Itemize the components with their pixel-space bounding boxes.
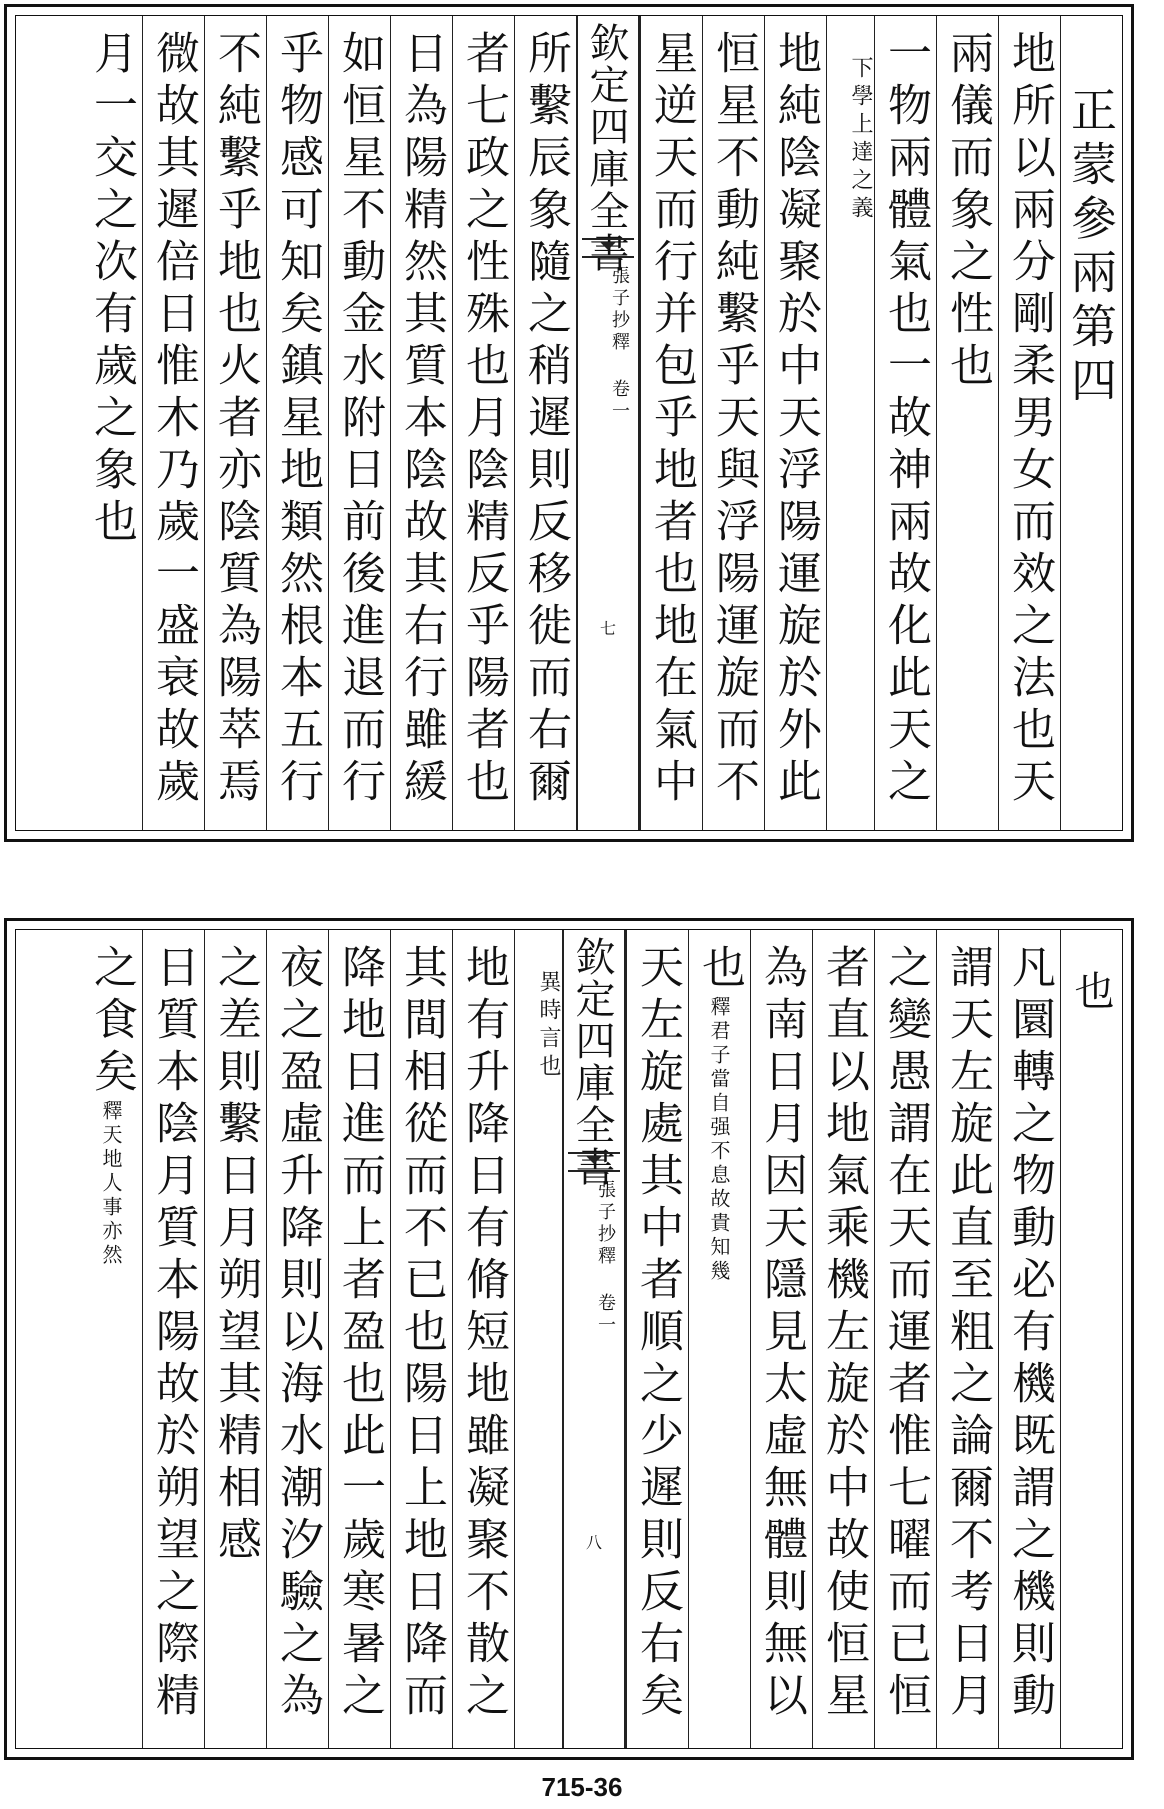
text-column <box>514 930 562 1748</box>
collection-header: 欽定四庫全書 <box>569 936 615 1188</box>
text-column <box>702 16 764 830</box>
text-column <box>626 930 688 1748</box>
column-main-text: 兩儀而象之性也 <box>942 30 993 394</box>
column-main-text: 降地日進而上者盈也此一歲寒暑之 <box>334 944 385 1724</box>
bottom-page <box>4 918 1134 1760</box>
column-main-text: 所繫辰象隨之稍遲則反移徙而右爾 <box>520 30 571 810</box>
column-main-text: 不純繫乎地也火者亦陰質為陽萃焉 <box>210 30 261 810</box>
column-main-text: 者直以地氣乘機左旋於中故使恒星 <box>818 944 869 1724</box>
text-column <box>452 930 514 1748</box>
text-column <box>390 930 452 1748</box>
page-code: 715-36 <box>541 1772 623 1802</box>
text-column <box>80 16 142 830</box>
column-main-text: 異時言也 <box>536 970 561 1082</box>
leaf-number: 八 <box>586 1533 603 1552</box>
column-main-text: 者七政之性殊也月陰精反乎陽者也 <box>458 30 509 810</box>
volume-info: 張子抄釋 卷一 <box>595 1180 616 1337</box>
text-column <box>688 930 750 1748</box>
column-main-text: 為南日月因天隱見太虛無體則無以 <box>756 944 807 1724</box>
column-main-text: 也 <box>1068 970 1114 1018</box>
text-column <box>998 930 1060 1748</box>
column-main-text: 之食矣 <box>86 944 137 1100</box>
column-main-text: 如恒星不動金水附日前後進退而行 <box>334 30 385 810</box>
top-page-columns <box>15 15 1123 831</box>
text-column <box>514 16 576 830</box>
text-column <box>204 930 266 1748</box>
column-main-text: 地純陰凝聚於中天浮陽運旋於外此 <box>770 30 821 810</box>
text-column <box>266 930 328 1748</box>
column-main-text: 恒星不動純繫乎天與浮陽運旋而不 <box>708 30 759 810</box>
text-column <box>998 16 1060 830</box>
column-main-text: 也 <box>694 944 745 996</box>
column-main-text: 下學上達之義 <box>848 56 873 224</box>
text-column <box>142 930 204 1748</box>
text-column <box>874 930 936 1748</box>
text-column <box>266 16 328 830</box>
text-column <box>452 16 514 830</box>
commentary-note: 釋天地人事亦然 <box>99 1100 123 1268</box>
text-column <box>204 16 266 830</box>
text-column <box>936 16 998 830</box>
column-main-text: 日為陽精然其質本陰故其右行雖緩 <box>396 30 447 810</box>
text-column <box>328 16 390 830</box>
column-main-text: 地所以兩分剛柔男女而效之法也天 <box>1004 30 1055 810</box>
text-column <box>328 930 390 1748</box>
chapter-title <box>1060 16 1122 830</box>
column-main-text: 其間相從而不已也陽日上地日降而 <box>396 944 447 1724</box>
column-main-text: 之差則繫日月朔望其精相感 <box>210 944 261 1568</box>
text-column <box>874 16 936 830</box>
column-main-text: 地有升降日有脩短地雖凝聚不散之 <box>458 944 509 1724</box>
column-main-text: 月一交之次有歲之象也 <box>86 30 137 550</box>
column-main-text: 星逆天而行并包乎地者也地在氣中 <box>646 30 697 810</box>
text-column <box>826 16 874 830</box>
volume-info: 張子抄釋 卷一 <box>609 266 630 423</box>
column-main-text: 夜之盈虛升降則以海水潮汐驗之為 <box>272 944 323 1724</box>
fishtail-mark-icon <box>582 238 634 258</box>
center-fold-strip <box>562 930 626 1748</box>
leaf-number: 七 <box>600 619 617 638</box>
text-column <box>80 930 142 1748</box>
text-column <box>936 930 998 1748</box>
column-main-text: 謂天左旋此直至粗之論爾不考日月 <box>942 944 993 1724</box>
center-fold-strip <box>576 16 640 830</box>
text-column <box>812 930 874 1748</box>
commentary-note: 釋君子當自强不息故貴知幾 <box>707 996 731 1284</box>
column-main-text: 天左旋處其中者順之少遲則反右矣 <box>632 944 683 1724</box>
text-column <box>764 16 826 830</box>
text-column <box>640 16 702 830</box>
text-column <box>142 16 204 830</box>
column-main-text: 一物兩體氣也一故神兩故化此天之 <box>880 30 931 810</box>
fishtail-mark-icon <box>568 1152 620 1172</box>
text-column <box>1060 930 1122 1748</box>
bottom-page-columns <box>15 929 1123 1749</box>
collection-header: 欽定四庫全書 <box>583 22 629 274</box>
column-main-text: 乎物感可知矣鎮星地類然根本五行 <box>272 30 323 810</box>
text-column <box>750 930 812 1748</box>
column-main-text: 正蒙參兩第四 <box>1064 86 1118 410</box>
column-main-text: 之變愚謂在天而運者惟七曜而已恒 <box>880 944 931 1724</box>
top-page <box>4 4 1134 842</box>
column-main-text: 凡圜轉之物動必有機既謂之機則動 <box>1004 944 1055 1724</box>
column-main-text: 微故其遲倍日惟木乃歲一盛衰故歲 <box>148 30 199 810</box>
text-column <box>390 16 452 830</box>
column-main-text: 日質本陰月質本陽故於朔望之際精 <box>148 944 199 1724</box>
